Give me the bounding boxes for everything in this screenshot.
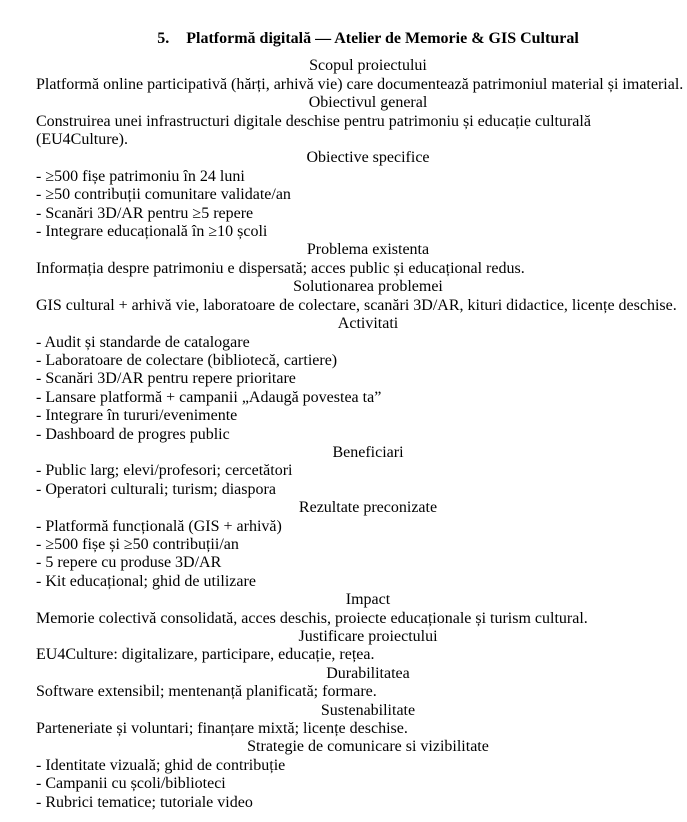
section-line: - Audit și standarde de catalogare [36, 333, 250, 351]
section-line: - Laboratoare de colectare (bibliotecă, cartiere) [36, 351, 338, 369]
section-line: - Operatori culturali; turism; diaspora [36, 480, 276, 498]
section-line: - 5 repere cu produse 3D/AR [36, 554, 222, 572]
section-line: Informația despre patrimoniu e dispersată; acces public și educațional redus. [36, 259, 525, 277]
section-heading: Obiective specifice [306, 149, 430, 167]
section-line: (EU4Culture). [36, 131, 128, 149]
section-line: EU4Culture: digitalizare, participare, educație, rețea. [36, 646, 375, 664]
section-heading: Beneficiari [332, 443, 404, 461]
section-line: - ≥50 contribuții comunitare validate/an [36, 186, 291, 204]
title-number: 5. [157, 30, 170, 47]
section-heading: Durabilitatea [326, 664, 410, 682]
section-heading: Sustenabilitate [320, 701, 416, 719]
section-line: - ≥500 fișe și ≥50 contribuții/an [36, 535, 239, 553]
section-line: GIS cultural + arhivă vie, laboratoare de colectare, scanări 3D/AR, kituri didactice, licențe deschise. [36, 296, 677, 314]
section-line: - Kit educațional; ghid de utilizare [36, 572, 256, 590]
section-line: - Campanii cu școli/biblioteci [36, 775, 226, 793]
section-heading: Scopul proiectului [309, 57, 427, 75]
document-title [36, 30, 687, 48]
section-line: - Integrare educațională în ≥10 școli [36, 223, 268, 241]
section-heading: Impact [345, 591, 391, 609]
section-line: - Public larg; elevi/profesori; cercetători [36, 462, 293, 480]
section-line: Software extensibil; mentenanță planificată; formare. [36, 683, 377, 701]
section-heading: Justificare proiectului [298, 628, 438, 645]
section-line: - Integrare în tururi/evenimente [36, 407, 238, 425]
section-line: - Scanări 3D/AR pentru repere prioritare [36, 370, 296, 388]
section-heading: Strategie de comunicare si vizibilitate [247, 738, 489, 756]
title-text: Platformă digitală — Atelier de Memorie & GIS Cultural [186, 30, 579, 47]
section-line: - Scanări 3D/AR pentru ≥5 repere [36, 204, 254, 222]
section-line: - Lansare platformă + campanii „Adaugă povestea ta” [36, 388, 382, 406]
section-line: Memorie colectivă consolidată, acces deschis, proiecte educaționale și turism cultural. [36, 609, 588, 627]
section-heading: Rezultate preconizate [298, 499, 438, 517]
section-line: - Rubrici tematice; tutoriale video [36, 793, 253, 811]
section-heading: Solutionarea problemei [293, 278, 443, 296]
section-line: - Dashboard de progres public [36, 425, 230, 443]
section-line: Construirea unei infrastructuri digitale deschise pentru patrimoniu și educație culturală [36, 112, 591, 130]
section-heading: Activitati [337, 315, 399, 333]
section-line: Parteneriate și voluntari; finanțare mixtă; licențe deschise. [36, 720, 408, 738]
document-body [36, 57, 687, 812]
section-line: - ≥500 fișe patrimoniu în 24 luni [36, 167, 245, 185]
section-line: - Identitate vizuală; ghid de contribuție [36, 756, 286, 774]
section-heading: Problema existenta [306, 241, 430, 259]
section-line: Platformă online participativă (hărți, arhivă vie) care documentează patrimoniul material și imaterial. [36, 75, 684, 93]
section-line: - Platformă funcțională (GIS + arhivă) [36, 517, 282, 535]
document [36, 0, 687, 812]
section-heading: Obiectivul general [308, 94, 428, 112]
